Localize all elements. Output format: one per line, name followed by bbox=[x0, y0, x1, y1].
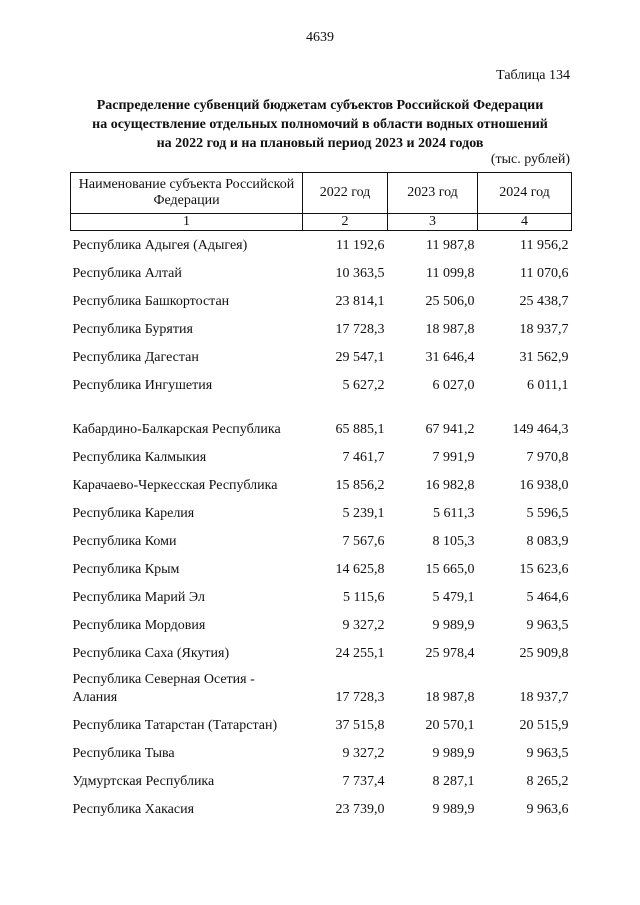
value-2023-cell: 20 570,1 bbox=[425, 718, 475, 733]
value-2023-cell: 8 287,1 bbox=[432, 774, 475, 789]
column-header-2023: 2023 год bbox=[388, 173, 478, 214]
value-2023-cell: 7 991,9 bbox=[432, 450, 475, 465]
value-2023-cell: 15 665,0 bbox=[425, 562, 475, 577]
subsidy-table bbox=[70, 172, 572, 819]
table-row bbox=[71, 231, 572, 256]
table-row bbox=[71, 579, 572, 607]
value-2022-cell: 14 625,8 bbox=[335, 562, 385, 577]
value-2024-cell: 5 596,5 bbox=[526, 506, 569, 521]
value-2024-cell: 9 963,6 bbox=[526, 802, 569, 817]
value-2024-cell: 15 623,6 bbox=[519, 562, 569, 577]
table-row bbox=[71, 607, 572, 635]
value-2024-cell: 9 963,5 bbox=[526, 746, 569, 761]
value-2022-cell: 15 856,2 bbox=[335, 478, 385, 493]
table-row bbox=[71, 467, 572, 495]
value-2024-cell: 20 515,9 bbox=[519, 718, 569, 733]
value-2023-cell: 25 506,0 bbox=[425, 294, 475, 309]
region-name-cell: Республика Башкортостан bbox=[72, 294, 230, 309]
value-2023-cell: 67 941,2 bbox=[425, 422, 475, 437]
value-2024-cell: 6 011,1 bbox=[527, 378, 569, 393]
region-name-cell: Республика Татарстан (Татарстан) bbox=[72, 718, 278, 733]
value-2024-cell: 31 562,9 bbox=[519, 350, 569, 365]
region-name-cell: Республика Бурятия bbox=[72, 322, 193, 337]
table-body bbox=[71, 231, 572, 820]
value-2024-cell: 7 970,8 bbox=[526, 450, 569, 465]
region-name-cell: Республика Марий Эл bbox=[72, 590, 205, 605]
value-2022-cell: 37 515,8 bbox=[335, 718, 385, 733]
region-name-cell: Удмуртская Республика bbox=[72, 774, 215, 789]
value-2022-cell: 7 567,6 bbox=[342, 534, 385, 549]
value-2024-cell: 18 937,7 bbox=[519, 690, 569, 705]
table-row bbox=[71, 763, 572, 791]
value-2022-cell: 17 728,3 bbox=[335, 322, 385, 337]
region-name-cell: Карачаево-Черкесская Республика bbox=[72, 478, 278, 493]
value-2023-cell: 31 646,4 bbox=[425, 350, 475, 365]
value-2023-cell: 6 027,0 bbox=[432, 378, 475, 393]
value-2024-cell: 11 070,6 bbox=[520, 266, 569, 281]
title-line: на 2022 год и на плановый период 2023 и 2024 годов bbox=[156, 136, 484, 151]
column-header-2024: 2024 год bbox=[478, 173, 572, 214]
region-name-cell: Республика Хакасия bbox=[72, 802, 195, 817]
table-header bbox=[71, 173, 572, 231]
units-label: (тыс. рублей) bbox=[490, 152, 570, 167]
region-name-cell: Республика Коми bbox=[72, 534, 177, 549]
value-2022-cell: 5 115,6 bbox=[343, 590, 385, 605]
region-name-cell: Республика Дагестан bbox=[72, 350, 199, 365]
value-2023-cell: 5 479,1 bbox=[432, 590, 475, 605]
column-number: 1 bbox=[71, 214, 303, 231]
table-row bbox=[71, 635, 572, 663]
region-name-cell: Республика Карелия bbox=[72, 506, 195, 521]
value-2024-cell: 18 937,7 bbox=[519, 322, 569, 337]
value-2024-cell: 8 083,9 bbox=[526, 534, 569, 549]
table-row bbox=[71, 255, 572, 283]
value-2024-cell: 25 909,8 bbox=[519, 646, 569, 661]
value-2022-cell: 5 239,1 bbox=[342, 506, 385, 521]
column-number: 3 bbox=[388, 214, 478, 231]
value-2023-cell: 18 987,8 bbox=[425, 322, 475, 337]
value-2022-cell: 5 627,2 bbox=[342, 378, 385, 393]
title-line: Распределение субвенций бюджетам субъектов Российской Федерации bbox=[96, 98, 544, 113]
region-name-cell: Республика Крым bbox=[72, 562, 180, 577]
value-2022-cell: 10 363,5 bbox=[335, 266, 385, 281]
value-2022-cell: 29 547,1 bbox=[335, 350, 385, 365]
value-2022-cell: 9 327,2 bbox=[342, 618, 385, 633]
table-row bbox=[71, 283, 572, 311]
table-label: Таблица 134 bbox=[496, 68, 570, 83]
value-2022-cell: 23 814,1 bbox=[335, 294, 385, 309]
value-2022-cell: 23 739,0 bbox=[335, 802, 385, 817]
value-2024-cell: 5 464,6 bbox=[526, 590, 569, 605]
value-2023-cell: 16 982,8 bbox=[425, 478, 475, 493]
value-2023-cell: 9 989,9 bbox=[432, 802, 475, 817]
column-number: 2 bbox=[303, 214, 388, 231]
table-row bbox=[71, 495, 572, 523]
table-row bbox=[71, 663, 572, 707]
table-row bbox=[71, 367, 572, 395]
table-row bbox=[71, 395, 572, 439]
region-name-cell: Республика Ингушетия bbox=[72, 378, 213, 393]
page-number: 4639 bbox=[306, 30, 334, 45]
table-row bbox=[71, 791, 572, 819]
column-header-2022: 2022 год bbox=[303, 173, 388, 214]
document-title bbox=[70, 96, 570, 153]
value-2022-cell: 7 737,4 bbox=[342, 774, 385, 789]
table-row bbox=[71, 735, 572, 763]
value-2024-cell: 8 265,2 bbox=[526, 774, 569, 789]
region-name-cell: Республика Адыгея (Адыгея) bbox=[72, 238, 248, 253]
region-name-cell: Республика Мордовия bbox=[72, 618, 206, 633]
value-2022-cell: 65 885,1 bbox=[335, 422, 385, 437]
region-name-cell: Республика Саха (Якутия) bbox=[72, 646, 230, 661]
value-2022-cell: 17 728,3 bbox=[335, 690, 385, 705]
value-2024-cell: 16 938,0 bbox=[519, 478, 569, 493]
value-2023-cell: 9 989,9 bbox=[432, 746, 475, 761]
value-2022-cell: 11 192,6 bbox=[336, 238, 385, 253]
value-2023-cell: 8 105,3 bbox=[432, 534, 475, 549]
table-row bbox=[71, 523, 572, 551]
table-row bbox=[71, 311, 572, 339]
table-row bbox=[71, 439, 572, 467]
region-name-cell: Республика Тыва bbox=[72, 746, 175, 761]
value-2023-cell: 25 978,4 bbox=[425, 646, 475, 661]
header-row bbox=[71, 173, 572, 214]
value-2022-cell: 24 255,1 bbox=[335, 646, 385, 661]
region-name-cell: Республика Северная Осетия - Алания bbox=[72, 672, 255, 705]
region-name-cell: Республика Калмыкия bbox=[72, 450, 207, 465]
region-name-cell: Республика Алтай bbox=[72, 266, 182, 281]
value-2023-cell: 18 987,8 bbox=[425, 690, 475, 705]
table-row bbox=[71, 707, 572, 735]
value-2024-cell: 149 464,3 bbox=[512, 422, 569, 437]
column-number-row bbox=[71, 214, 572, 231]
value-2024-cell: 11 956,2 bbox=[520, 238, 569, 253]
value-2024-cell: 9 963,5 bbox=[526, 618, 569, 633]
value-2024-cell: 25 438,7 bbox=[519, 294, 569, 309]
value-2023-cell: 9 989,9 bbox=[432, 618, 475, 633]
title-line: на осуществление отдельных полномочий в области водных отношений bbox=[92, 117, 548, 132]
region-name-cell: Кабардино-Балкарская Республика bbox=[72, 422, 281, 437]
value-2022-cell: 9 327,2 bbox=[342, 746, 385, 761]
table-row bbox=[71, 339, 572, 367]
table-row bbox=[71, 551, 572, 579]
value-2023-cell: 11 099,8 bbox=[426, 266, 475, 281]
value-2023-cell: 11 987,8 bbox=[426, 238, 475, 253]
column-number: 4 bbox=[478, 214, 572, 231]
value-2022-cell: 7 461,7 bbox=[342, 450, 385, 465]
column-header-name: Наименование субъекта Российской Федерации bbox=[71, 173, 303, 214]
value-2023-cell: 5 611,3 bbox=[433, 506, 475, 521]
